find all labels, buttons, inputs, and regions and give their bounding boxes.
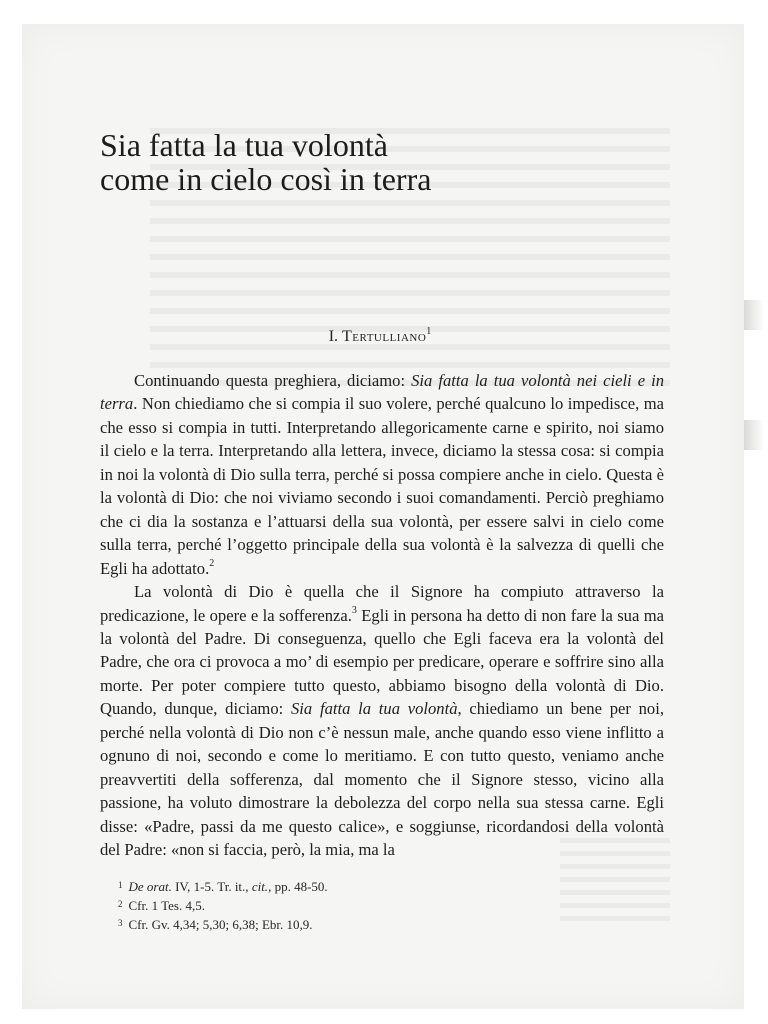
footnote-text: , pp. 48-50. <box>268 879 328 894</box>
footnote <box>118 897 538 916</box>
text-run: . Non chiediamo che si compia il suo volere, perché qualcuno lo impedisce, ma che esso si compia in tutti. Interpretando allegoricamente carne e spirito, noi siamo il cielo e la terra. Interpretando alla lettera, invece, diciamo la stessa cosa: si compia in noi la volontà di Dio sulla terra, perché si possa compiere anche in cielo. Questa è la volontà di Dio: che noi viviamo secondo i suoi comandamenti. Perciò preghiamo che ci dia la sostanza e l’attuarsi della sua volontà, per essere salvi in cielo come sulla terra, perché l’oggetto principale della sua volontà è la salvezza di quelli che Egli ha adottato. <box>100 394 664 578</box>
bleed-through-header <box>100 88 660 100</box>
section-heading <box>100 325 660 346</box>
text-run: La volontà di Dio è quella che il Signore ha compiuto attraverso la predicazione, le opere e la sofferenza. <box>100 582 664 625</box>
footnote-italic: De orat. <box>128 879 172 894</box>
footnote-number: 3 <box>118 918 123 928</box>
footnote-text: IV, 1-5. Tr. it., <box>171 879 252 894</box>
footnote-number: 2 <box>118 899 123 909</box>
chapter-title-line-2: come in cielo così in terra <box>100 161 432 197</box>
footnote-ref: 2 <box>209 558 215 570</box>
footnote-number: 1 <box>118 880 123 890</box>
footnote <box>118 878 538 897</box>
footnote-ref: 1 <box>426 325 432 337</box>
chapter-title <box>100 128 660 196</box>
page-edge-shadow <box>744 420 764 450</box>
page-edge-shadow <box>744 300 764 330</box>
footnote-text: Cfr. 1 Tes. 4,5. <box>128 898 205 913</box>
footnote-ref: 3 <box>351 605 357 616</box>
section-numeral: I. <box>328 328 339 345</box>
paragraph <box>100 580 664 861</box>
footnote-text: Cfr. Gv. 4,34; 5,30; 6,38; Ebr. 10,9. <box>128 917 313 932</box>
text-run: Egli in persona ha detto di non fare la sua ma la volontà del Padre. Di conseguenza, quello che Egli faceva era la volontà del Padre, che ora ci provoca a mo’ di esempio per predicare, operare e soffrire sino alla morte. Per poter compiere tutto questo, abbiamo bisogno della volontà di Dio. Quando, dunque, diciamo: <box>100 605 664 719</box>
italic-quote: Sia fatta la tua volontà nei cieli e in terra <box>100 371 665 414</box>
paragraph <box>100 369 664 580</box>
footnote-italic: cit. <box>251 879 269 894</box>
body-text <box>100 369 664 862</box>
section-name: Tertulliano <box>342 328 427 345</box>
text-run: Continuando questa preghiera, diciamo: <box>134 371 412 390</box>
text-run: , chiediamo un bene per noi, perché nella volontà di Dio non c’è nessun male, anche quando esso viene inflitto a ognuno di noi, secondo e come lo meritiamo. E con tutto questo, veniamo anche preavvertiti della sofferenza, dal momento che il Signore stesso, vicino alla passione, ha voluto dimostrare la debolezza del corpo nella sua stessa carne. Egli disse: «Padre, passi da me questo calice», e soggiunse, ricordandosi della volontà del Padre: «non si faccia, però, la mia, ma la <box>100 699 664 860</box>
chapter-title-line-1: Sia fatta la tua volontà <box>100 127 388 163</box>
footnote <box>118 916 538 935</box>
italic-quote: Sia fatta la tua volontà <box>291 699 458 719</box>
footnotes <box>118 878 538 935</box>
